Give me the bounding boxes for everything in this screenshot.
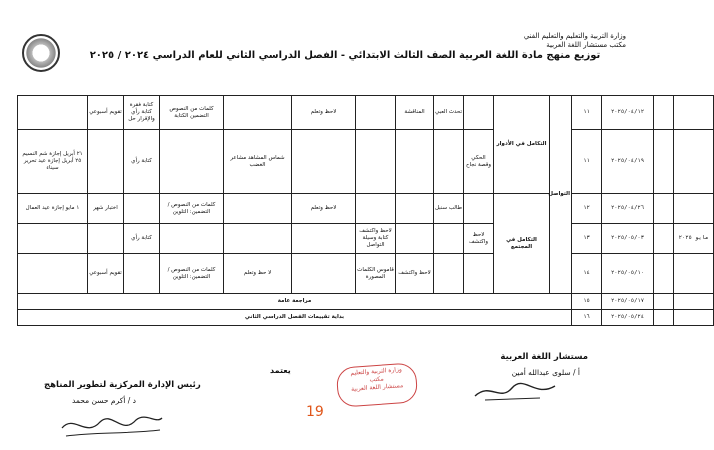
cell — [654, 96, 674, 130]
cell — [464, 96, 494, 130]
cell — [674, 96, 714, 130]
cell: كلمات من النصوص / التضمين: التلوين — [160, 194, 224, 224]
stamp-line-2: مكتب — [369, 375, 384, 384]
cell: كتابة فقرة كتابة رأي والإقرار حل — [124, 96, 160, 130]
cell: لا حظ وتعلم — [224, 254, 292, 294]
unit-cell: التواصل — [550, 96, 572, 294]
cell: كتابة رأي — [124, 224, 160, 254]
cell: الحكي وقصة نجاح — [464, 130, 494, 194]
table-row — [18, 224, 714, 254]
note-cell: ٢١ أبريل إجازة شم النسيم ٢٥ أبريل إجازة عيد تحرير سيناء — [18, 130, 88, 194]
cell — [654, 130, 674, 194]
cell: كلمات من النصوص / التضمين: التلوين — [160, 254, 224, 294]
note-cell: ١ مايو إجازة عيد العمال — [18, 194, 88, 224]
cell — [88, 224, 124, 254]
cell — [674, 194, 714, 224]
table-row — [18, 194, 714, 224]
table-row — [18, 310, 714, 326]
week-cell: ١١ — [572, 130, 602, 194]
date-cell: ٢٠٢٥/٠٤/١٢ — [602, 96, 654, 130]
egypt-emblem-icon — [22, 34, 60, 72]
cell: تقويم أسبوعي — [88, 254, 124, 294]
date-cell: ٢٠٢٥/٠٥/١٧ — [602, 294, 654, 310]
cell — [464, 194, 494, 224]
advisor-title: مستشار اللغة العربية — [500, 352, 588, 362]
cell — [434, 254, 464, 294]
cell — [356, 130, 396, 194]
week-cell: ١٣ — [572, 224, 602, 254]
date-cell: ٢٠٢٥/٠٤/١٩ — [602, 130, 654, 194]
stamp-line-1: وزارة التربية والتعليم — [350, 366, 403, 377]
advisor-name: أ / سلوى عبدالله أمين — [511, 368, 580, 377]
cell — [88, 130, 124, 194]
cell — [292, 254, 356, 294]
cell — [160, 130, 224, 194]
ministry-line-1: وزارة التربية والتعليم والتعليم الفني — [523, 32, 626, 40]
cell: لاحظ واكتشف — [464, 224, 494, 254]
cell: كتابة رأي — [124, 130, 160, 194]
cell — [654, 310, 674, 326]
week-cell: ١٢ — [572, 194, 602, 224]
week-cell: ١٥ — [572, 294, 602, 310]
cell — [124, 194, 160, 224]
review-cell: مراجعة عامة — [18, 294, 572, 310]
cell — [654, 194, 674, 224]
cell — [674, 310, 714, 326]
document-title: توزيع منهج مادة اللغة العربية الصف الثالث الابتدائي - الفصل الدراسي الثاني للعام الدراسي ٢٠٢٤ / ٢٠٢٥ — [89, 50, 601, 61]
cell — [674, 130, 714, 194]
cell: لاحظ واكتشف كتابة وسيلة التواصل — [356, 224, 396, 254]
ministry-header — [524, 32, 626, 50]
page-number: 19 — [306, 404, 324, 420]
cell: اختبار شهر — [88, 194, 124, 224]
cell — [434, 224, 464, 254]
cell: شماس المشاهد مشاعر الغضب — [224, 130, 292, 194]
director-title: رئيس الإدارة المركزية لتطوير المناهج — [44, 380, 201, 390]
cell — [356, 96, 396, 130]
cell — [654, 254, 674, 294]
week-cell: ١٦ — [572, 310, 602, 326]
ministry-line-2: مكتب مستشار اللغة العربية — [546, 41, 626, 49]
advisor-signature-icon — [470, 378, 560, 404]
cell: لاحظ واكتشف — [396, 254, 434, 294]
cell — [396, 130, 434, 194]
office-stamp — [336, 362, 419, 407]
cell: طالب سنبل — [434, 194, 464, 224]
cell — [654, 294, 674, 310]
cell — [124, 254, 160, 294]
table-row — [18, 96, 714, 130]
cell — [224, 224, 292, 254]
director-name: د / أكرم حسن محمد — [72, 396, 137, 405]
cell: قاموس الكلمات المصورة — [356, 254, 396, 294]
cell — [464, 254, 494, 294]
cell — [674, 294, 714, 310]
cell: المناقشة — [396, 96, 434, 130]
cell — [356, 194, 396, 224]
table-row — [18, 294, 714, 310]
cell: لاحظ وتعلم — [292, 194, 356, 224]
note-cell — [18, 254, 88, 294]
theme-cell-2: التكامل في المجتمع — [494, 194, 550, 294]
date-cell: ٢٠٢٥/٠٥/٢٤ — [602, 310, 654, 326]
date-cell: ٢٠٢٥/٠٤/٢٦ — [602, 194, 654, 224]
month-cell: مايو ٢٠٢٥ — [674, 224, 714, 254]
cell — [434, 130, 464, 194]
director-signature-icon — [56, 408, 166, 440]
cell — [654, 224, 674, 254]
table-row — [18, 130, 714, 194]
cell: تحدث العبي — [434, 96, 464, 130]
cell: تقويم أسبوعي — [88, 96, 124, 130]
note-cell — [18, 96, 88, 130]
cell — [396, 194, 434, 224]
approve-label: يعتمد — [270, 366, 291, 375]
date-cell: ٢٠٢٥/٠٥/١٠ — [602, 254, 654, 294]
assessment-cell: بداية تقييمات الفصل الدراسي الثاني — [18, 310, 572, 326]
week-cell: ١٤ — [572, 254, 602, 294]
cell — [396, 224, 434, 254]
stamp-line-3: مستشار اللغة العربية — [350, 382, 404, 393]
cell — [292, 130, 356, 194]
note-cell — [18, 224, 88, 254]
cell: لاحظ وتعلم — [292, 96, 356, 130]
table-row — [18, 254, 714, 294]
curriculum-table — [17, 95, 714, 326]
week-cell: ١١ — [572, 96, 602, 130]
cell — [224, 96, 292, 130]
cell — [160, 224, 224, 254]
cell — [292, 224, 356, 254]
date-cell: ٢٠٢٥/٠٥/٠٣ — [602, 224, 654, 254]
cell: كلمات من النصوص التضمين الكتابة — [160, 96, 224, 130]
theme-cell-1: التكامل في الأدوار — [494, 96, 550, 194]
cell — [674, 254, 714, 294]
cell — [224, 194, 292, 224]
